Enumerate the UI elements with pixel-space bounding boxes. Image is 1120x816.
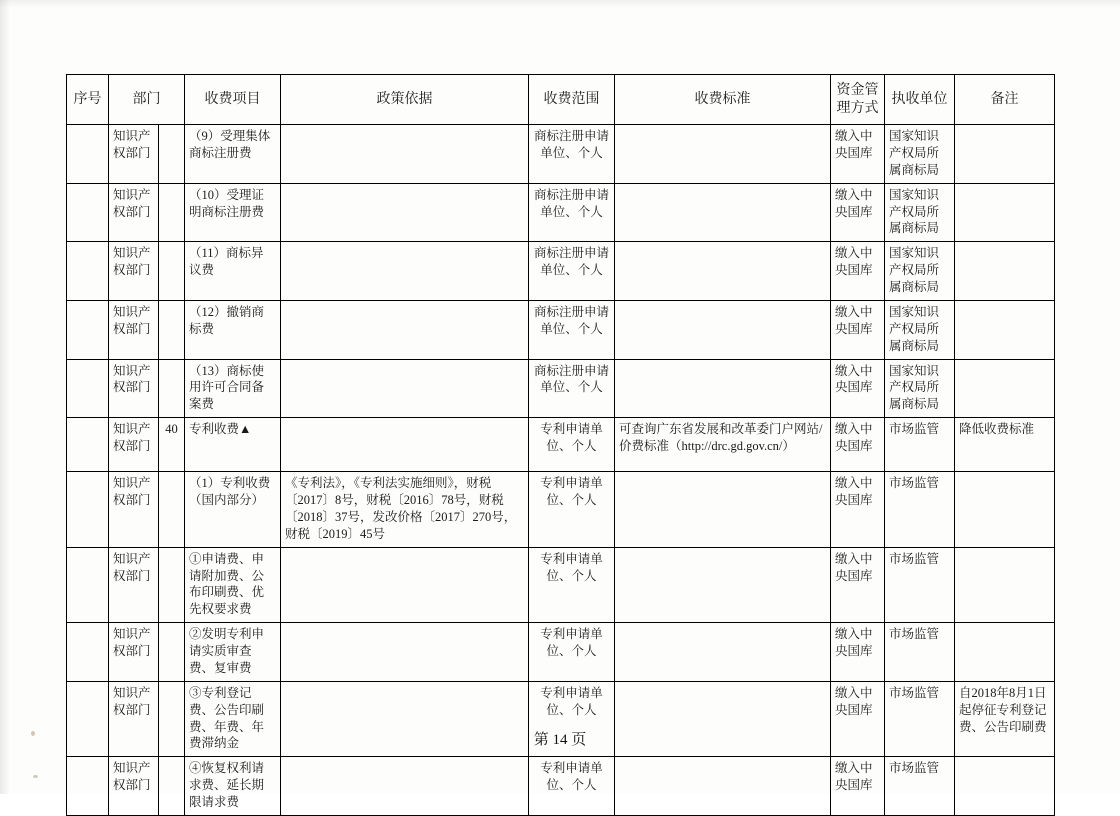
column-header-policy-basis: 政策依据 [281, 75, 529, 125]
cell-fund-management: 缴入中央国库 [831, 242, 885, 301]
cell-number [159, 125, 185, 184]
cell-collecting-unit: 国家知识产权局所属商标局 [885, 359, 955, 418]
cell-number [159, 472, 185, 548]
fee-catalog-table [66, 74, 1055, 816]
cell-fund-management: 缴入中央国库 [831, 547, 885, 623]
cell-fee-standard [615, 183, 831, 242]
cell-number [159, 623, 185, 682]
cell-department: 知识产权部门 [109, 757, 159, 816]
cell-fee-standard [615, 623, 831, 682]
cell-fee-item: （10）受理证明商标注册费 [185, 183, 281, 242]
cell-number [159, 359, 185, 418]
cell-department: 知识产权部门 [109, 547, 159, 623]
column-header-collecting-unit: 执收单位 [885, 75, 955, 125]
table-body [67, 125, 1055, 816]
cell-department: 知识产权部门 [109, 183, 159, 242]
cell-fee-scope: 专利申请单位、个人 [529, 472, 615, 548]
cell-collecting-unit: 市场监管 [885, 547, 955, 623]
table-header [67, 75, 1055, 125]
cell-fund-management: 缴入中央国库 [831, 125, 885, 184]
cell-fee-scope: 商标注册申请单位、个人 [529, 242, 615, 301]
cell-fee-item: ③专利登记费、公告印刷费、年费、年费滞纳金 [185, 681, 281, 757]
cell-fund-management: 缴入中央国库 [831, 757, 885, 816]
table-row [67, 757, 1055, 816]
cell-fee-scope: 商标注册申请单位、个人 [529, 125, 615, 184]
cell-seq [67, 183, 109, 242]
cell-policy-basis [281, 300, 529, 359]
cell-policy-basis [281, 242, 529, 301]
cell-fund-management: 缴入中央国库 [831, 472, 885, 548]
cell-seq [67, 418, 109, 472]
cell-policy-basis [281, 125, 529, 184]
column-header-department: 部门 [109, 75, 185, 125]
cell-fee-standard: 可查询广东省发展和改革委门户网站/价费标准（http://drc.gd.gov.cn/） [615, 418, 831, 472]
table-row [67, 125, 1055, 184]
cell-fee-item: ②发明专利申请实质审查费、复审费 [185, 623, 281, 682]
cell-seq [67, 125, 109, 184]
cell-policy-basis: 《专利法》，《专利法实施细则》，财税〔2017〕8号，财税〔2016〕78号，财税〔2018〕37号，发改价格〔2017〕270号，财税〔2019〕45号 [281, 472, 529, 548]
cell-fee-scope: 专利申请单位、个人 [529, 757, 615, 816]
cell-remark [955, 472, 1055, 548]
table-row [67, 242, 1055, 301]
cell-fee-standard [615, 300, 831, 359]
cell-department: 知识产权部门 [109, 681, 159, 757]
cell-fee-item: ①申请费、申请附加费、公布印刷费、优先权要求费 [185, 547, 281, 623]
cell-number [159, 242, 185, 301]
cell-remark [955, 547, 1055, 623]
cell-number [159, 183, 185, 242]
cell-collecting-unit: 市场监管 [885, 757, 955, 816]
cell-department: 知识产权部门 [109, 359, 159, 418]
cell-collecting-unit: 国家知识产权局所属商标局 [885, 125, 955, 184]
cell-fund-management: 缴入中央国库 [831, 300, 885, 359]
cell-collecting-unit: 市场监管 [885, 472, 955, 548]
cell-policy-basis [281, 623, 529, 682]
page-edge-shadow-left [0, 0, 10, 794]
cell-department: 知识产权部门 [109, 300, 159, 359]
cell-remark [955, 125, 1055, 184]
cell-fee-scope: 商标注册申请单位、个人 [529, 300, 615, 359]
cell-remark [955, 183, 1055, 242]
cell-fee-item: ④恢复权利请求费、延长期限请求费 [185, 757, 281, 816]
cell-fund-management: 缴入中央国库 [831, 183, 885, 242]
table-row [67, 418, 1055, 472]
table-header-row [67, 75, 1055, 125]
cell-fee-scope: 专利申请单位、个人 [529, 418, 615, 472]
cell-fee-item: 专利收费▲ [185, 418, 281, 472]
cell-collecting-unit: 国家知识产权局所属商标局 [885, 300, 955, 359]
cell-fund-management: 缴入中央国库 [831, 418, 885, 472]
table-row [67, 623, 1055, 682]
cell-seq [67, 757, 109, 816]
cell-seq [67, 623, 109, 682]
table-row [67, 300, 1055, 359]
cell-number: 40 [159, 418, 185, 472]
cell-fee-item: （9）受理集体商标注册费 [185, 125, 281, 184]
cell-policy-basis [281, 547, 529, 623]
cell-department: 知识产权部门 [109, 623, 159, 682]
cell-remark [955, 242, 1055, 301]
cell-fee-scope: 商标注册申请单位、个人 [529, 359, 615, 418]
scan-speck [31, 731, 35, 736]
page-edge-shadow-top [0, 0, 1120, 8]
cell-collecting-unit: 市场监管 [885, 681, 955, 757]
cell-fund-management: 缴入中央国库 [831, 623, 885, 682]
cell-fee-standard [615, 359, 831, 418]
cell-seq [67, 547, 109, 623]
cell-fee-standard [615, 242, 831, 301]
cell-seq [67, 242, 109, 301]
cell-fee-scope: 专利申请单位、个人 [529, 547, 615, 623]
cell-remark: 降低收费标准 [955, 418, 1055, 472]
page-number-footer: 第 14 页 [533, 732, 587, 748]
cell-fund-management: 缴入中央国库 [831, 681, 885, 757]
cell-number [159, 757, 185, 816]
cell-fee-standard [615, 757, 831, 816]
cell-remark [955, 359, 1055, 418]
scan-speck [33, 775, 38, 778]
table-row [67, 183, 1055, 242]
cell-policy-basis [281, 183, 529, 242]
cell-policy-basis [281, 418, 529, 472]
cell-fee-standard [615, 125, 831, 184]
cell-number [159, 547, 185, 623]
cell-number [159, 300, 185, 359]
cell-department: 知识产权部门 [109, 472, 159, 548]
column-header-fee-scope: 收费范围 [529, 75, 615, 125]
cell-seq [67, 359, 109, 418]
cell-remark: 自2018年8月1日起停征专利登记费、公告印刷费 [955, 681, 1055, 757]
cell-collecting-unit: 国家知识产权局所属商标局 [885, 183, 955, 242]
cell-department: 知识产权部门 [109, 418, 159, 472]
cell-remark [955, 623, 1055, 682]
cell-collecting-unit: 市场监管 [885, 623, 955, 682]
cell-fee-item: （11）商标异议费 [185, 242, 281, 301]
table-row [67, 547, 1055, 623]
cell-fee-scope: 专利申请单位、个人 [529, 681, 615, 757]
table-row [67, 359, 1055, 418]
cell-fund-management: 缴入中央国库 [831, 359, 885, 418]
cell-seq [67, 300, 109, 359]
cell-fee-item: （13）商标使用许可合同备案费 [185, 359, 281, 418]
cell-fee-scope: 专利申请单位、个人 [529, 623, 615, 682]
cell-policy-basis [281, 757, 529, 816]
cell-remark [955, 757, 1055, 816]
column-header-seq: 序号 [67, 75, 109, 125]
column-header-fee-standard: 收费标准 [615, 75, 831, 125]
cell-department: 知识产权部门 [109, 125, 159, 184]
cell-policy-basis [281, 359, 529, 418]
cell-department: 知识产权部门 [109, 242, 159, 301]
cell-fee-item: （1）专利收费（国内部分） [185, 472, 281, 548]
cell-fee-standard [615, 547, 831, 623]
cell-fee-standard [615, 472, 831, 548]
table-row [67, 472, 1055, 548]
cell-fee-item: （12）撤销商标费 [185, 300, 281, 359]
column-header-fee-item: 收费项目 [185, 75, 281, 125]
cell-collecting-unit: 国家知识产权局所属商标局 [885, 242, 955, 301]
cell-seq [67, 472, 109, 548]
column-header-remark: 备注 [955, 75, 1055, 125]
cell-remark [955, 300, 1055, 359]
column-header-fund-management: 资金管理方式 [831, 75, 885, 125]
cell-fee-scope: 商标注册申请单位、个人 [529, 183, 615, 242]
cell-collecting-unit: 市场监管 [885, 418, 955, 472]
fee-catalog-table-container [66, 74, 1054, 816]
